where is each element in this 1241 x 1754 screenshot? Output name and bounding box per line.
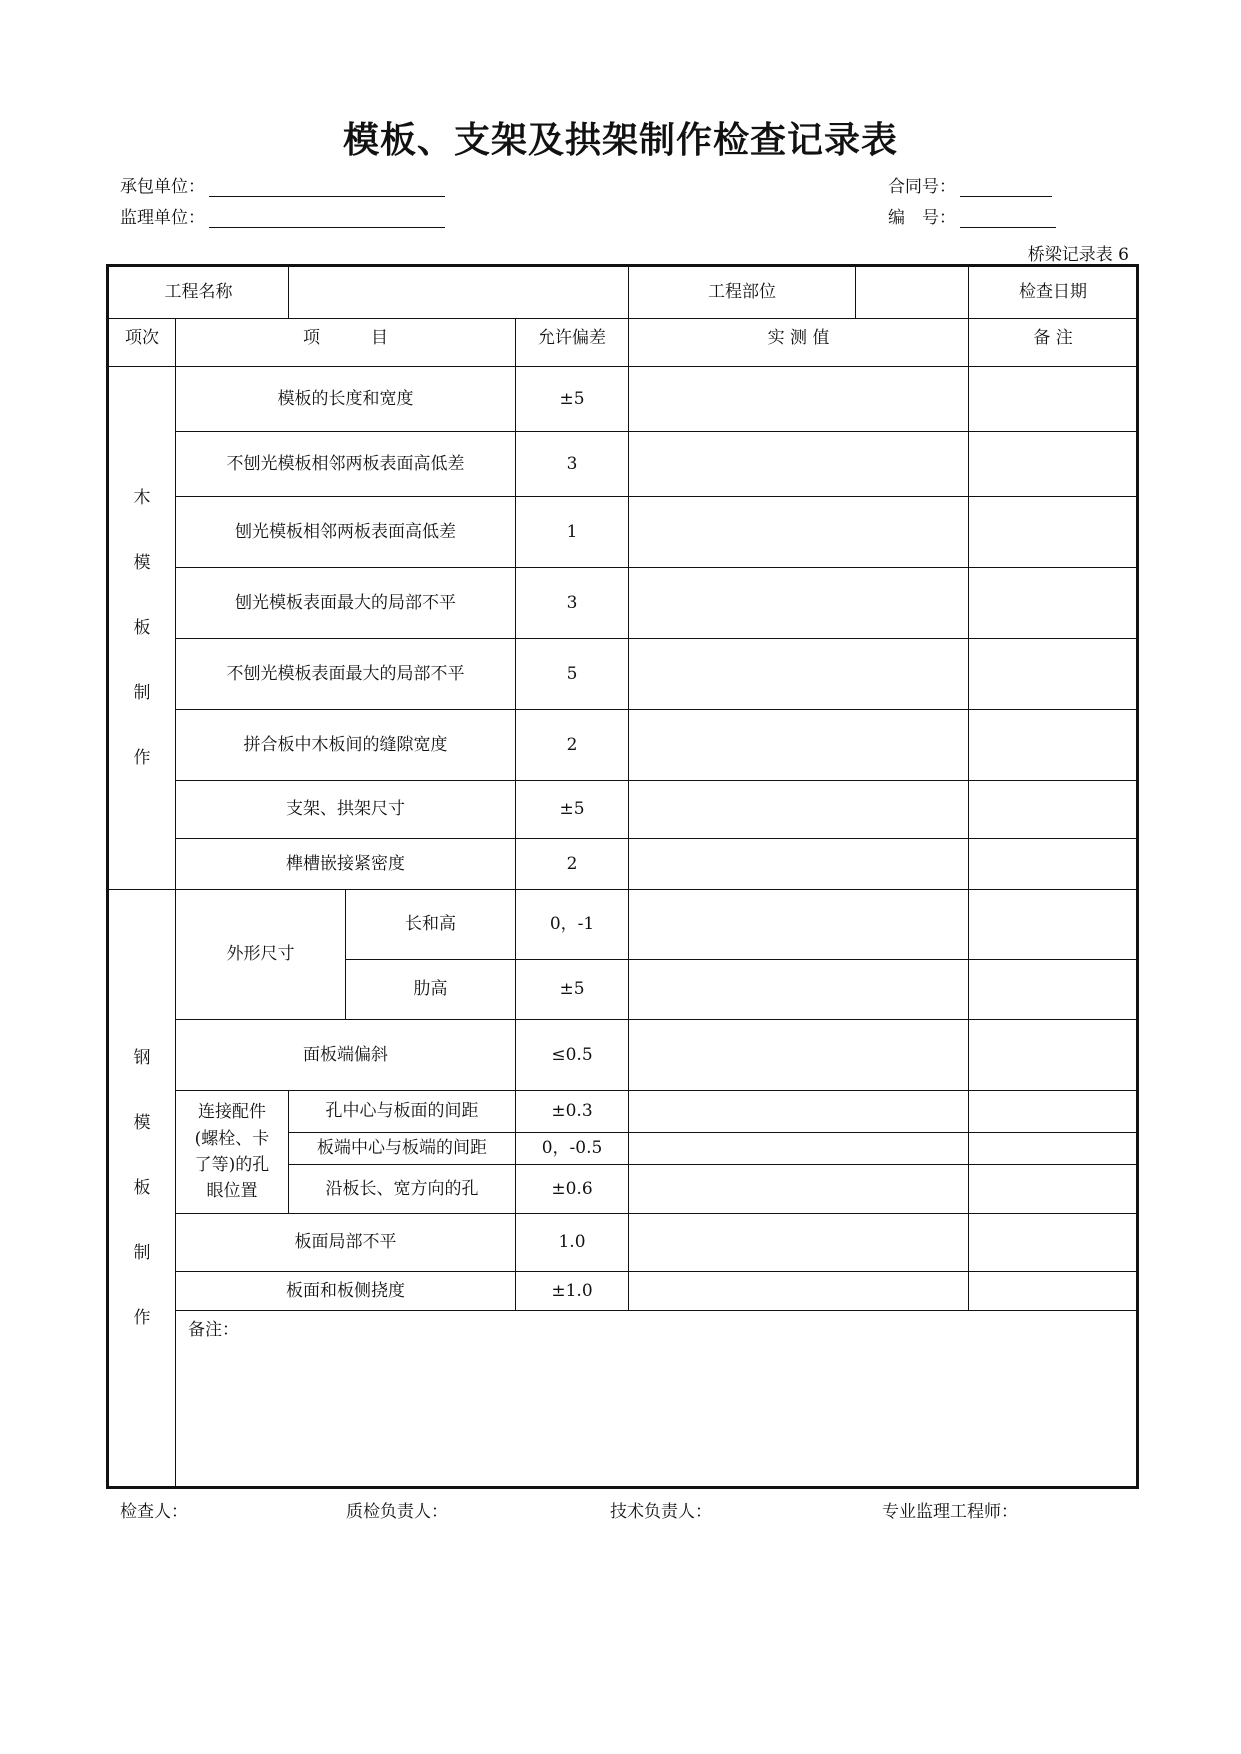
measured-cell[interactable]: [629, 1272, 969, 1311]
tolerance-cell: ≤0.5: [516, 1020, 629, 1091]
item-cell: 刨光模板表面最大的局部不平: [176, 568, 516, 639]
info-row: [108, 266, 1138, 319]
remark-cell[interactable]: [969, 497, 1138, 568]
remark-cell[interactable]: [969, 781, 1138, 839]
measured-cell[interactable]: [629, 1214, 969, 1272]
sheet-code: 桥梁记录表 6: [1027, 245, 1129, 265]
check-date-label: 检查日期: [969, 266, 1138, 319]
item-cell: 板端中心与板端的间距: [289, 1133, 516, 1165]
tolerance-cell: 2: [516, 839, 629, 890]
tolerance-cell: ±0.6: [516, 1165, 629, 1214]
supervisor-input[interactable]: [209, 209, 445, 228]
table-row: [108, 1020, 1138, 1091]
table-row: [108, 710, 1138, 781]
measured-cell[interactable]: [629, 1133, 969, 1165]
remark-cell[interactable]: [969, 839, 1138, 890]
measured-cell[interactable]: [629, 1091, 969, 1133]
serial-no-label: 编 号：: [888, 208, 956, 228]
remark-cell[interactable]: [969, 710, 1138, 781]
remark-cell[interactable]: [969, 1133, 1138, 1165]
quality-lead-signature: 质检负责人：: [346, 1502, 448, 1522]
connector-label: 连接配件(螺栓、卡了等)的孔眼位置: [176, 1091, 289, 1214]
steel-section-label: 钢 模 板 制 作: [108, 890, 176, 1488]
table-row: [108, 432, 1138, 497]
measured-cell[interactable]: [629, 1165, 969, 1214]
tech-lead-signature: 技术负责人：: [610, 1502, 712, 1522]
notes-label: 备注：: [188, 1320, 239, 1340]
remark-cell[interactable]: [969, 1272, 1138, 1311]
tolerance-cell: ±1.0: [516, 1272, 629, 1311]
tolerance-cell: 0，-0.5: [516, 1133, 629, 1165]
contractor-field: [120, 172, 445, 197]
project-part-value[interactable]: [856, 266, 969, 319]
tolerance-cell: 5: [516, 639, 629, 710]
tolerance-cell: 3: [516, 432, 629, 497]
col-remark: 备 注: [969, 319, 1138, 367]
table-row: [108, 1214, 1138, 1272]
remark-cell[interactable]: [969, 367, 1138, 432]
item-cell: 刨光模板相邻两板表面高低差: [176, 497, 516, 568]
inspection-table: [106, 264, 1139, 1489]
project-name-label: 工程名称: [108, 266, 289, 319]
measured-cell[interactable]: [629, 781, 969, 839]
measured-cell[interactable]: [629, 432, 969, 497]
measured-cell[interactable]: [629, 839, 969, 890]
tolerance-cell: ±5: [516, 960, 629, 1020]
remark-cell[interactable]: [969, 890, 1138, 960]
table-row: [108, 639, 1138, 710]
measured-cell[interactable]: [629, 960, 969, 1020]
tolerance-cell: ±5: [516, 367, 629, 432]
inspector-signature: 检查人：: [120, 1502, 188, 1522]
wood-section-label: 木 模 板 制 作: [108, 367, 176, 890]
supervisor-label: 监理单位：: [120, 208, 205, 228]
remark-cell[interactable]: [969, 1165, 1138, 1214]
tolerance-cell: ±5: [516, 781, 629, 839]
col-measured: 实 测 值: [629, 319, 969, 367]
item-cell: 模板的长度和宽度: [176, 367, 516, 432]
item-cell: 孔中心与板面的间距: [289, 1091, 516, 1133]
remark-cell[interactable]: [969, 1214, 1138, 1272]
remark-cell[interactable]: [969, 432, 1138, 497]
item-cell: 长和高: [346, 890, 516, 960]
remark-cell[interactable]: [969, 1020, 1138, 1091]
supervising-engineer-signature: 专业监理工程师：: [882, 1502, 1018, 1522]
item-cell: 面板端偏斜: [176, 1020, 516, 1091]
remark-cell[interactable]: [969, 568, 1138, 639]
table-row: [108, 781, 1138, 839]
measured-cell[interactable]: [629, 639, 969, 710]
measured-cell[interactable]: [629, 367, 969, 432]
col-item: 项 目: [176, 319, 516, 367]
tolerance-cell: ±0.3: [516, 1091, 629, 1133]
item-cell: 支架、拱架尺寸: [176, 781, 516, 839]
project-name-value[interactable]: [289, 266, 629, 319]
measured-cell[interactable]: [629, 890, 969, 960]
measured-cell[interactable]: [629, 1020, 969, 1091]
notes-area[interactable]: [176, 1311, 1138, 1488]
serial-no-field: [888, 203, 1056, 228]
item-cell: 沿板长、宽方向的孔: [289, 1165, 516, 1214]
table-row: [108, 497, 1138, 568]
measured-cell[interactable]: [629, 710, 969, 781]
item-cell: 不刨光模板相邻两板表面高低差: [176, 432, 516, 497]
table-row: [108, 568, 1138, 639]
contract-no-field: [888, 172, 1052, 197]
column-header-row: [108, 319, 1138, 367]
table-row: [108, 890, 1138, 960]
table-row: [108, 1091, 1138, 1133]
item-cell: 板面和板侧挠度: [176, 1272, 516, 1311]
notes-row: [108, 1311, 1138, 1488]
remark-cell[interactable]: [969, 960, 1138, 1020]
table-row: [108, 1272, 1138, 1311]
item-cell: 榫槽嵌接紧密度: [176, 839, 516, 890]
contract-no-input[interactable]: [960, 178, 1052, 197]
tolerance-cell: 1.0: [516, 1214, 629, 1272]
col-tolerance: 允许偏差: [516, 319, 629, 367]
form-title: 模板、支架及拱架制作检查记录表: [342, 119, 898, 161]
project-part-label: 工程部位: [629, 266, 856, 319]
remark-cell[interactable]: [969, 639, 1138, 710]
contract-no-label: 合同号：: [888, 177, 956, 197]
item-cell: 肋高: [346, 960, 516, 1020]
table-row: [108, 367, 1138, 432]
contractor-label: 承包单位：: [120, 177, 205, 197]
tolerance-cell: 3: [516, 568, 629, 639]
tolerance-cell: 2: [516, 710, 629, 781]
col-index: 项次: [108, 319, 176, 367]
tolerance-cell: 1: [516, 497, 629, 568]
item-cell: 板面局部不平: [176, 1214, 516, 1272]
measured-cell[interactable]: [629, 568, 969, 639]
outer-size-label: 外形尺寸: [176, 890, 346, 1020]
remark-cell[interactable]: [969, 1091, 1138, 1133]
contractor-input[interactable]: [209, 178, 445, 197]
tolerance-cell: 0，-1: [516, 890, 629, 960]
item-cell: 不刨光模板表面最大的局部不平: [176, 639, 516, 710]
serial-no-input[interactable]: [960, 209, 1056, 228]
table-row: [108, 839, 1138, 890]
supervisor-field: [120, 203, 445, 228]
item-cell: 拼合板中木板间的缝隙宽度: [176, 710, 516, 781]
measured-cell[interactable]: [629, 497, 969, 568]
